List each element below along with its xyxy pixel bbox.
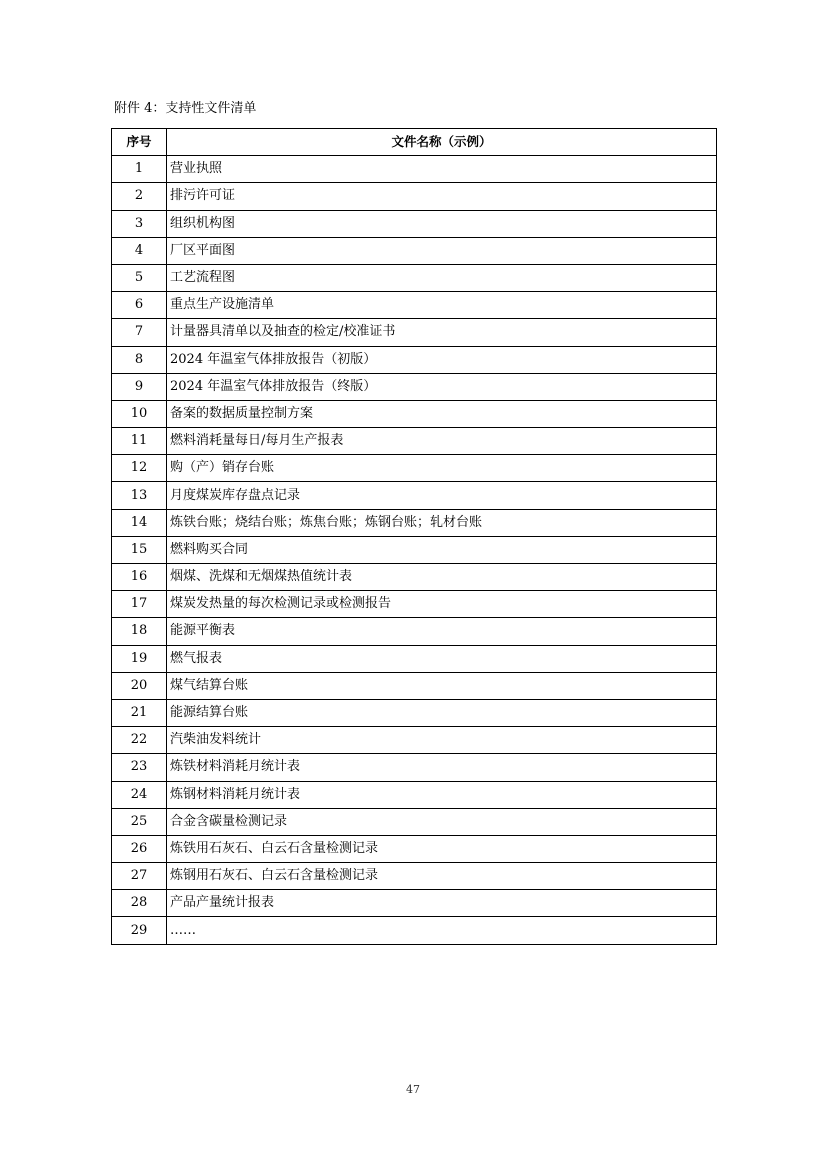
document-name: 炼钢用石灰石、白云石含量检测记录 [167,863,717,890]
table-body [112,156,717,944]
document-name: …… [167,917,717,944]
table-row [112,183,717,210]
row-number: 11 [112,428,167,455]
row-number: 22 [112,727,167,754]
row-number: 15 [112,536,167,563]
row-number: 29 [112,917,167,944]
table-row [112,672,717,699]
row-number: 14 [112,509,167,536]
table-row [112,455,717,482]
document-name: 煤气结算台账 [167,672,717,699]
document-name: 排污许可证 [167,183,717,210]
document-name: 烟煤、洗煤和无烟煤热值统计表 [167,564,717,591]
row-number: 25 [112,808,167,835]
document-name: 炼铁台账；烧结台账；炼焦台账；炼钢台账；轧材台账 [167,509,717,536]
document-name: 计量器具清单以及抽查的检定/校准证书 [167,319,717,346]
document-name: 燃气报表 [167,645,717,672]
document-name: 营业执照 [167,156,717,183]
table-row [112,591,717,618]
document-name: 能源结算台账 [167,699,717,726]
document-name: 燃料购买合同 [167,536,717,563]
supporting-documents-table [111,128,717,945]
row-number: 19 [112,645,167,672]
table-row [112,835,717,862]
document-name: 购（产）销存台账 [167,455,717,482]
row-number: 18 [112,618,167,645]
row-number: 1 [112,156,167,183]
row-number: 4 [112,237,167,264]
row-number: 3 [112,210,167,237]
table-header-row [112,129,717,156]
table-row [112,319,717,346]
table-row [112,564,717,591]
table-row [112,536,717,563]
table-row [112,292,717,319]
table-row [112,482,717,509]
document-name: 2024 年温室气体排放报告（终版） [167,373,717,400]
document-name: 重点生产设施清单 [167,292,717,319]
table-row [112,156,717,183]
table-row [112,346,717,373]
document-name: 组织机构图 [167,210,717,237]
table-row [112,727,717,754]
document-name: 月度煤炭库存盘点记录 [167,482,717,509]
document-name: 炼铁用石灰石、白云石含量检测记录 [167,835,717,862]
row-number: 5 [112,264,167,291]
table-row [112,863,717,890]
row-number: 27 [112,863,167,890]
header-document-name: 文件名称（示例） [167,129,717,156]
row-number: 9 [112,373,167,400]
table-row [112,699,717,726]
row-number: 6 [112,292,167,319]
table-row [112,890,717,917]
table-row [112,373,717,400]
row-number: 10 [112,400,167,427]
row-number: 8 [112,346,167,373]
document-name: 产品产量统计报表 [167,890,717,917]
table-row [112,917,717,944]
row-number: 2 [112,183,167,210]
row-number: 12 [112,455,167,482]
row-number: 20 [112,672,167,699]
table-row [112,428,717,455]
row-number: 13 [112,482,167,509]
table-row [112,509,717,536]
table-row [112,210,717,237]
row-number: 7 [112,319,167,346]
header-number: 序号 [112,129,167,156]
document-name: 2024 年温室气体排放报告（初版） [167,346,717,373]
row-number: 26 [112,835,167,862]
table-row [112,400,717,427]
table-row [112,645,717,672]
table-row [112,754,717,781]
document-name: 燃料消耗量每日/每月生产报表 [167,428,717,455]
document-name: 能源平衡表 [167,618,717,645]
table-row [112,618,717,645]
table-row [112,781,717,808]
row-number: 28 [112,890,167,917]
attachment-caption: 附件 4：支持性文件清单 [114,101,257,116]
row-number: 16 [112,564,167,591]
document-name: 合金含碳量检测记录 [167,808,717,835]
document-name: 工艺流程图 [167,264,717,291]
table-row [112,808,717,835]
document-name: 炼钢材料消耗月统计表 [167,781,717,808]
table-row [112,264,717,291]
row-number: 21 [112,699,167,726]
document-name: 备案的数据质量控制方案 [167,400,717,427]
table-row [112,237,717,264]
row-number: 23 [112,754,167,781]
document-name: 厂区平面图 [167,237,717,264]
document-name: 煤炭发热量的每次检测记录或检测报告 [167,591,717,618]
row-number: 17 [112,591,167,618]
document-name: 汽柴油发料统计 [167,727,717,754]
page-number: 47 [406,1083,420,1096]
row-number: 24 [112,781,167,808]
document-name: 炼铁材料消耗月统计表 [167,754,717,781]
